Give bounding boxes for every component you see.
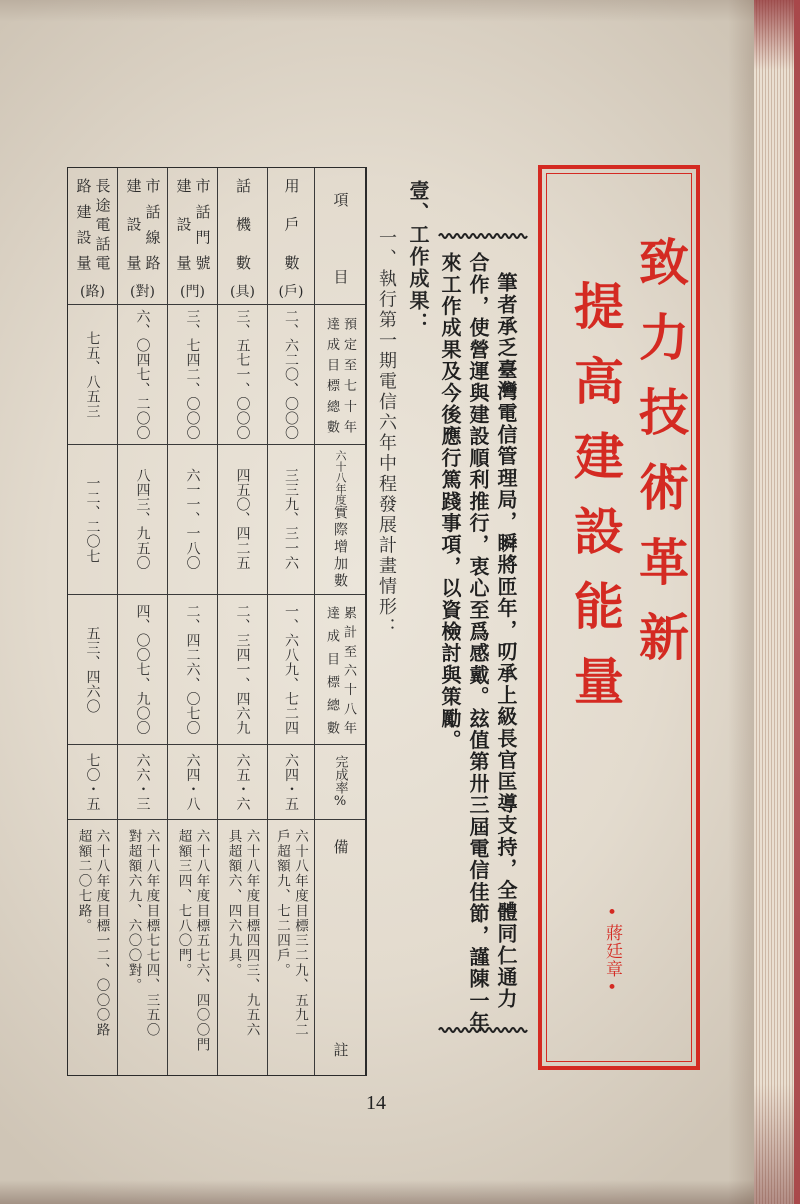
- remark-text: [175, 829, 211, 1053]
- rate-value: 七〇・五: [84, 752, 101, 812]
- header-actual-year: 六十八年度: [334, 449, 347, 505]
- cumulative-value: 二、三四一、四六九: [234, 603, 251, 736]
- target-cell: [268, 305, 315, 445]
- item-name-cell: [118, 168, 168, 305]
- rate-cell: [268, 745, 315, 820]
- item-unit: (戶): [278, 284, 304, 300]
- rate-cell: [168, 745, 218, 820]
- actual-cell: [268, 445, 315, 595]
- gutter-shadow: [728, 0, 754, 1204]
- item-name-line: 長途電話電: [93, 178, 112, 270]
- actual-value: 六一一、一八〇: [184, 468, 201, 571]
- header-target-line: 達成目標總數: [324, 316, 339, 433]
- item-name: [174, 178, 212, 270]
- header-rate-label: 完成率%: [332, 755, 348, 809]
- rate-value: 六五・六: [234, 752, 251, 812]
- section-heading: 壹、工作成果：: [406, 180, 430, 334]
- rate-value: 六六・三: [134, 752, 151, 812]
- item-unit: (對): [130, 284, 155, 300]
- actual-value: 三三九、三一六: [283, 468, 299, 571]
- remark-cell: [68, 820, 118, 1075]
- cumulative-cell: [68, 595, 118, 745]
- remark-line: 對超額六九、六〇〇對。: [125, 829, 142, 993]
- page-top-shadow: [0, 0, 754, 22]
- target-cell: [118, 305, 168, 445]
- target-value: 三、七四二、〇〇〇: [184, 308, 201, 441]
- target-cell: [68, 305, 118, 445]
- remark-line: 六十八年度目標一二、〇〇〇路: [93, 829, 110, 1038]
- remark-line: 六十八年度目標七七四、三五〇: [143, 829, 160, 1038]
- target-value: 七五、八五三: [84, 330, 101, 419]
- target-value: 六、〇四七、二〇〇: [134, 308, 151, 441]
- stats-table: [67, 167, 367, 1076]
- item-name-line: 建設量: [174, 178, 193, 270]
- actual-value: 四五〇、四二五: [234, 468, 251, 571]
- header-actual-cell: [315, 445, 365, 595]
- cumulative-value: 二、四二六、〇七〇: [184, 603, 201, 736]
- header-rate-cell: [315, 745, 365, 820]
- remark-line: 超額二〇七路。: [75, 829, 92, 934]
- preface-bottom-rule: [438, 1025, 528, 1035]
- preface-top-rule: [438, 231, 528, 241]
- preface-text: [436, 252, 520, 1034]
- item-name-cell: [268, 168, 315, 305]
- header-item-cell: [315, 168, 365, 305]
- cumulative-value: 四、〇〇七、九〇〇: [134, 603, 151, 736]
- remark-cell: [118, 820, 168, 1075]
- header-remark-cell: [315, 820, 365, 1075]
- item-name-cell: [168, 168, 218, 305]
- header-target-cell: [315, 305, 365, 445]
- actual-cell: [218, 445, 268, 595]
- title-line-2: 提高建設能量: [566, 280, 625, 730]
- item-name-line: 市話線路: [143, 178, 162, 270]
- cumulative-cell: [268, 595, 315, 745]
- target-value: 三、五七一、〇〇〇: [234, 308, 251, 441]
- header-actual-text: 實際增加數: [332, 504, 348, 590]
- item-name-cell: [68, 168, 118, 305]
- cumulative-cell: [168, 595, 218, 745]
- remark-line: 六十八年度目標三二九、五九二: [292, 829, 308, 1038]
- item-name-line: 路建設量: [74, 178, 93, 270]
- remark-text: [273, 829, 309, 1038]
- remark-line: 六十八年度目標五七六、四〇〇門: [193, 829, 210, 1053]
- remark-text: [75, 829, 111, 1038]
- cumulative-value: 一、六八九、七二四: [283, 603, 299, 736]
- actual-cell: [168, 445, 218, 595]
- item-name-line: 建設量: [124, 178, 143, 270]
- remark-line: 戶超額九、七二四戶。: [274, 829, 290, 978]
- item-unit: (門): [180, 284, 205, 300]
- remark-line: 超額三四、七八〇門。: [175, 829, 192, 978]
- cumulative-cell: [118, 595, 168, 745]
- remark-cell: [268, 820, 315, 1075]
- item-unit: (具): [230, 284, 255, 300]
- author-name: •蔣廷章•: [602, 903, 622, 999]
- preface-line: 筆者承乏臺灣電信管理局，瞬將匝年，叨承上級長官匡導支持，全體同仁通力: [494, 272, 518, 1010]
- header-cumulative-line: 累計至六十八年: [341, 605, 356, 734]
- remark-cell: [168, 820, 218, 1075]
- item-name-line: 市話門號: [193, 178, 212, 270]
- item-name-cell: [218, 168, 268, 305]
- header-remark-label: 備註: [331, 838, 350, 1057]
- rate-cell: [68, 745, 118, 820]
- subsection-heading: 一、執行第一期電信六年中程發展計畫情形：: [376, 228, 397, 638]
- header-cumulative-label: [323, 606, 357, 734]
- remark-cell: [218, 820, 268, 1075]
- item-unit: (路): [80, 284, 105, 300]
- item-name: [233, 178, 252, 270]
- remark-text: [125, 829, 161, 1038]
- rate-cell: [218, 745, 268, 820]
- target-value: 二、六二〇、〇〇〇: [283, 308, 299, 441]
- preface-line: 合作，使營運與建設順利推行，衷心至爲感戴。玆值第卅三屆電信佳節，謹陳一年: [466, 252, 490, 1034]
- remark-text: [225, 829, 261, 1038]
- cumulative-value: 五三、四六〇: [84, 625, 101, 714]
- header-actual-label: [331, 450, 349, 590]
- cumulative-cell: [218, 595, 268, 745]
- target-cell: [168, 305, 218, 445]
- page-bottom-shadow: [0, 1180, 754, 1204]
- item-name: [74, 178, 112, 270]
- header-cumulative-cell: [315, 595, 365, 745]
- target-cell: [218, 305, 268, 445]
- remark-line: 具超額六、四六九具。: [225, 829, 242, 978]
- title-line-1: 致力技術革新: [631, 236, 690, 686]
- header-cumulative-line: 達成目標總數: [324, 605, 339, 734]
- rate-value: 六四・八: [184, 752, 201, 812]
- actual-cell: [68, 445, 118, 595]
- actual-value: 一二、二〇七: [84, 475, 101, 564]
- preface-line: 來工作成果及今後應行篤踐事項，以資檢討與策勵。: [438, 252, 462, 752]
- item-name: [124, 178, 162, 270]
- item-name-line: 用戶數: [282, 178, 301, 270]
- book-page-edges: [754, 0, 800, 1204]
- header-target-line: 預定至七十年: [341, 316, 356, 433]
- remark-line: 六十八年度目標四四三、九五六: [243, 829, 260, 1038]
- actual-cell: [118, 445, 168, 595]
- item-name: [282, 178, 301, 270]
- rate-value: 六四・五: [283, 752, 299, 812]
- header-target-label: [323, 317, 357, 433]
- rate-cell: [118, 745, 168, 820]
- header-item-label: 項目: [331, 192, 350, 284]
- actual-value: 八四三、九五〇: [134, 468, 151, 571]
- page-number: 14: [366, 1092, 386, 1114]
- item-name-line: 話機數: [234, 178, 252, 270]
